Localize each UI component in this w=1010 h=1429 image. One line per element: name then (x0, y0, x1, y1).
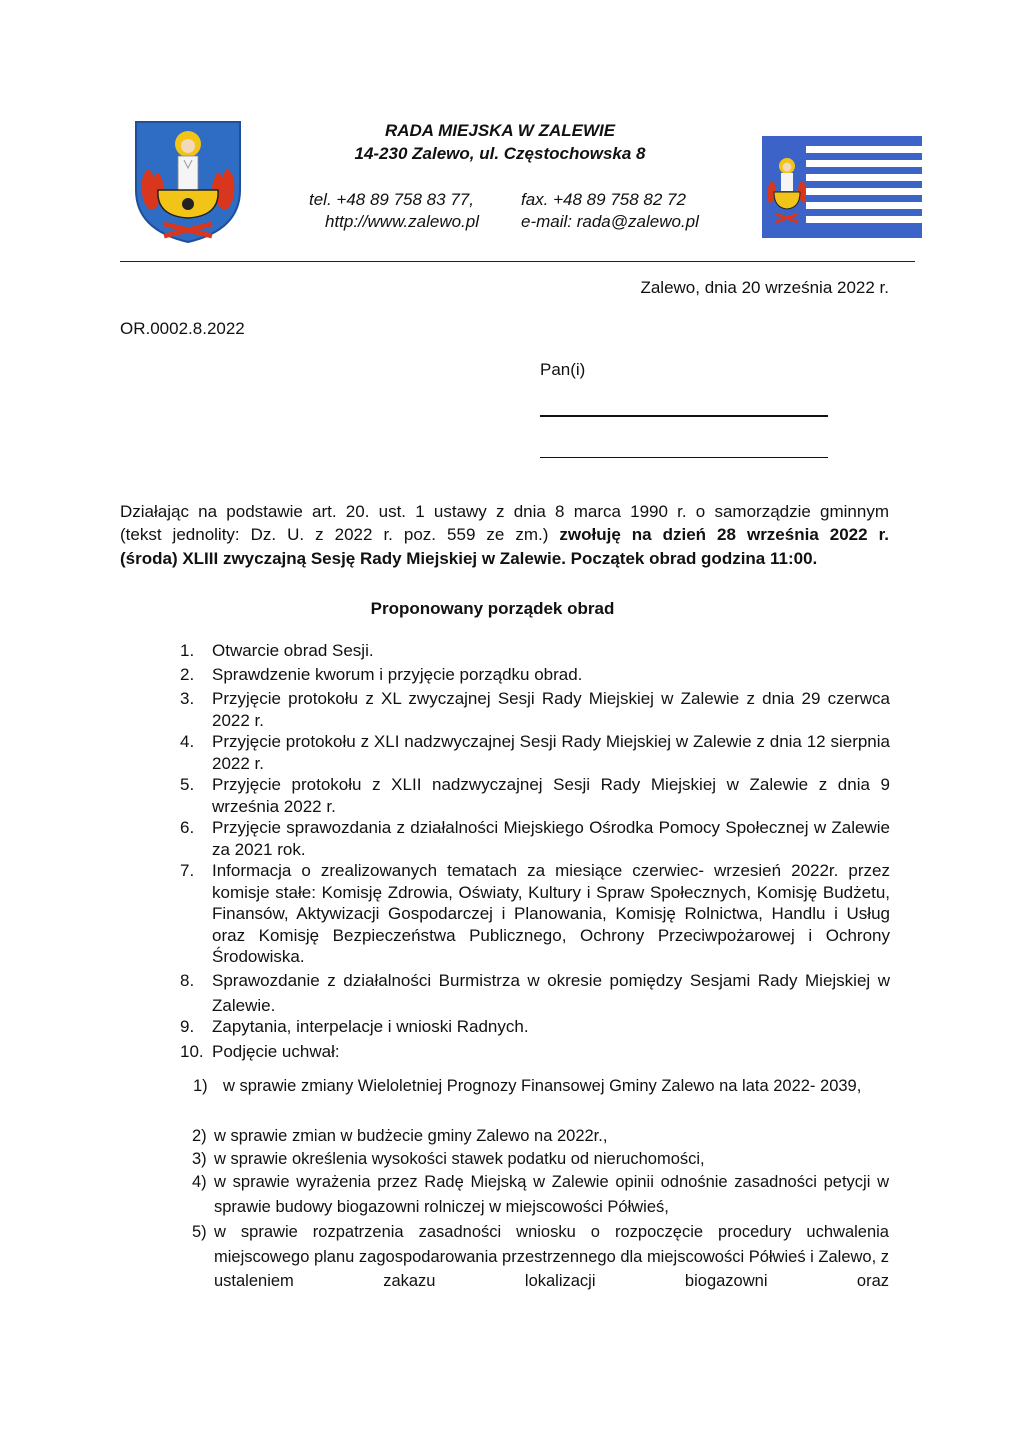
subitem-text: w sprawie określenia wysokości stawek podatku od nieruchomości, (214, 1150, 705, 1168)
reference-number: OR.0002.8.2022 (120, 319, 245, 338)
addressee-label: Pan(i) (540, 360, 586, 379)
subitem-number: 2) (192, 1127, 207, 1145)
intro-line-2-normal: (tekst jednolity: Dz. U. z 2022 r. poz. 559 ze zm.) (120, 525, 560, 544)
email-link[interactable]: e-mail: rada@zalewo.pl (521, 212, 699, 231)
organization-name: RADA MIEJSKA W ZALEWIE (384, 121, 616, 140)
agenda-title: Proponowany porządek obrad (370, 599, 615, 618)
intro-line-3: (środa) XLIII zwyczajną Sesję Rady Miejskiej w Zalewie. Początek obrad godzina 11:00. (120, 549, 818, 568)
subitem-number: 5) (192, 1223, 207, 1241)
header-divider (120, 261, 915, 262)
organization-address: 14-230 Zalewo, ul. Częstochowska 8 (354, 144, 646, 163)
subitem-number: 3) (192, 1150, 207, 1168)
addressee-line-2 (540, 457, 828, 458)
phone-number: tel. +48 89 758 83 77, (309, 190, 474, 209)
website-link[interactable]: http://www.zalewo.pl (325, 212, 480, 231)
subitem-text: w sprawie zmiany Wieloletniej Prognozy Finansowej Gminy Zalewo na lata 2022- 2039, (223, 1077, 862, 1095)
subitem-number: 4) (192, 1173, 207, 1191)
coat-of-arms-emblem (134, 120, 242, 244)
fax-number: fax. +48 89 758 82 72 (521, 190, 686, 209)
subitem-text: w sprawie zmian w budżecie gminy Zalewo na 2022r., (214, 1127, 608, 1145)
subitem-text: w sprawie rozpatrzenia zasadności wniosku o rozpoczęcie procedury uchwalenia miejscowego planu zagospodarowania przestrzennego dla miejscowości Półwieś i Zalewo, z ustaleniem zakazu lokalizacji biogazowni oraz (214, 1223, 890, 1290)
letter-date: Zalewo, dnia 20 września 2022 r. (640, 278, 889, 297)
subitem-number: 1) (193, 1077, 208, 1095)
intro-line-2-bold: zwołuję na dzień 28 września 2022 r. (559, 525, 889, 544)
subitem-text: w sprawie wyrażenia przez Radę Miejską w Zalewie opinii odnośnie zasadności petycji w sprawie budowy biogazowni rolniczej w miejscowości Półwieś, (214, 1173, 889, 1216)
intro-line-1: Działając na podstawie art. 20. ust. 1 ustawy z dnia 8 marca 1990 r. o samorządzie gminnym (120, 502, 889, 521)
intro-line-2 (120, 523, 889, 546)
flag-emblem (762, 136, 922, 238)
addressee-line-1 (540, 415, 828, 417)
